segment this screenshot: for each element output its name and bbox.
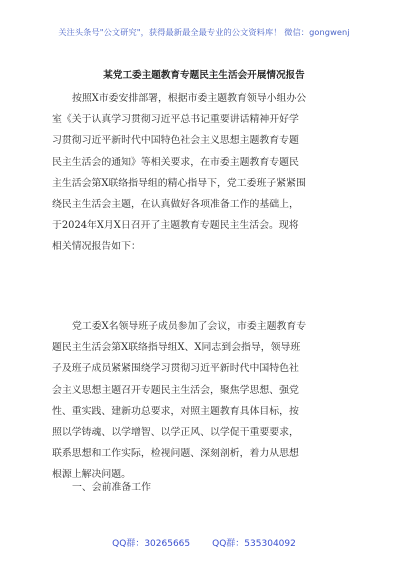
paragraph-line: 子及班子成员紧紧围绕学习贯彻习近平新时代中国特色社 bbox=[52, 363, 299, 375]
paragraph-line: 题民主生活会第X联络指导组X、X同志到会指导，领导班 bbox=[52, 342, 301, 354]
footer-qq-group-2: QQ群：535304092 bbox=[212, 539, 296, 549]
paragraph-line: 按照X市委安排部署，根据市委主题教育领导小组办公 bbox=[72, 93, 307, 104]
paragraph-meeting bbox=[52, 316, 370, 486]
paragraph-line: 照以学铸魂、以学增智、以学正风、以学促干重要要求， bbox=[52, 426, 299, 438]
footer-qq-group-1: QQ群：30265665 bbox=[112, 539, 191, 549]
document-title: 某党工委主题教育专题民主生活会开展情况报告 bbox=[103, 70, 305, 81]
paragraph-line: 室《关于认真学习贯彻习近平总书记重要讲话精神开好学 bbox=[52, 114, 299, 126]
paragraph-line: 党工委X名领导班子成员参加了会议，市委主题教育专 bbox=[72, 321, 307, 332]
header-promo-note: 关注头条号"公文研究"，获得最新最全最专业的公文资料库！ 微信：gongwenj bbox=[58, 27, 350, 37]
paragraph-line: 根源上解决问题。 bbox=[52, 469, 132, 481]
paragraph-line: 联系思想和工作实际，检视问题、深刻剖析，着力从思想 bbox=[52, 448, 299, 460]
paragraph-line: 相关情况报告如下： bbox=[52, 241, 141, 253]
paragraph-line: 民主生活会的通知》等相关要求，在市委主题教育专题民 bbox=[52, 156, 299, 168]
paragraph-intro bbox=[52, 88, 370, 258]
paragraph-line: 主生活会第X联络指导组的精心指导下，党工委班子紧紧围 bbox=[52, 177, 306, 189]
section-heading-block bbox=[52, 477, 370, 498]
section-heading: 一、会前准备工作 bbox=[72, 482, 152, 493]
paragraph-line: 性、重实践、建新功总要求，对照主题教育具体目标，按 bbox=[52, 405, 299, 417]
paragraph-line: 绕民主生活会主题，在认真做好各项准备工作的基础上， bbox=[52, 198, 299, 210]
paragraph-line: 习贯彻习近平新时代中国特色社会主义思想主题教育专题 bbox=[52, 135, 299, 147]
footer-contact bbox=[0, 536, 408, 549]
paragraph-line: 会主义思想主题召开专题民主生活会，聚焦学思想、强党 bbox=[52, 384, 299, 396]
paragraph-line: 于2024年X月X日召开了主题教育专题民主生活会。现将 bbox=[52, 220, 299, 232]
